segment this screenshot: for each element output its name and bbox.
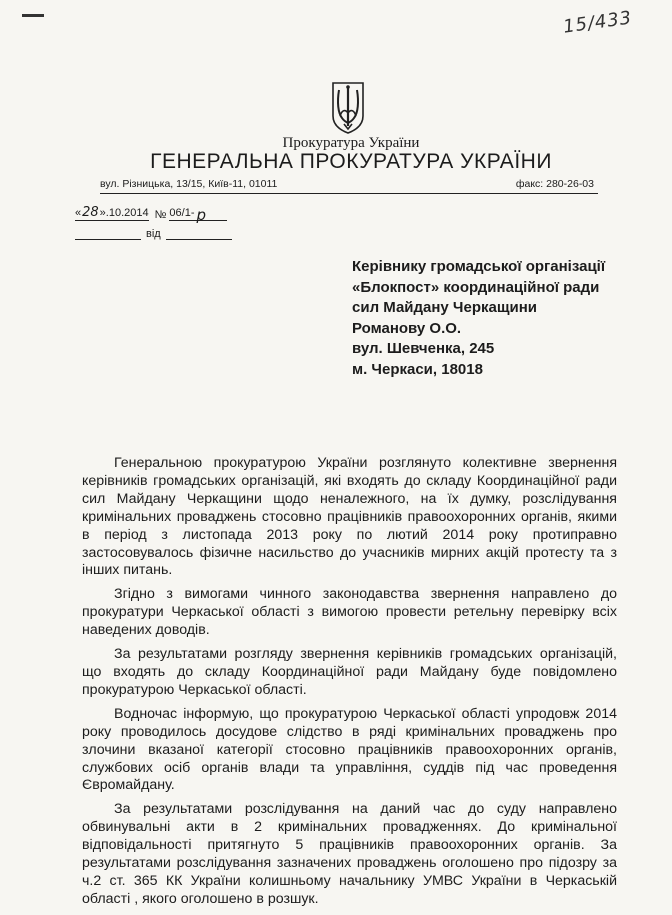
reference-date bbox=[75, 205, 149, 221]
handwritten-registration-number: 15/433 bbox=[561, 7, 634, 38]
date-month-year: ».10.2014 bbox=[99, 207, 149, 219]
body-paragraph: Згідно з вимогами чинного законодавства звернення направлено до прокуратури Черкаської області з вимогою провести ретельну перевірку всіх наведених доводів. bbox=[82, 586, 617, 639]
organization-title: ГЕНЕРАЛЬНА ПРОКУРАТУРА УКРАЇНИ bbox=[150, 150, 552, 173]
trident-emblem-icon bbox=[330, 80, 366, 134]
corner-mark bbox=[22, 14, 44, 17]
recipient-line: «Блокпост» координаційної ради bbox=[352, 278, 600, 296]
fax-number: факс: 280-26-03 bbox=[515, 178, 594, 190]
header-divider bbox=[100, 193, 598, 194]
reference-number-handwritten: р bbox=[196, 206, 207, 224]
body-paragraph: Генеральною прокуратурою України розглянуто колективне звернення керівників громадських організацій, які входять до складу Координаційної ради сил Майдану Черкащини щодо неналежного, на їх думку, розслідування кримінальних проваджень стосовно працівників правоохоронних органів, якими в період з листопада 2013 року по лютий 2014 року протиправно застосовувалось фізичне насильство до учасників мирних акцій протесту та з інших питань. bbox=[82, 455, 617, 579]
recipient-line: Керівнику громадської організації bbox=[352, 258, 606, 275]
body-paragraph: Водночас інформую, що прокуратурою Черкаської області упродовж 2014 року проводилось досудове слідство в ряді кримінальних проваджень про злочини вказаної категорії стосовно працівників правоохоронних органів, службових осіб органів влади та управління, суддів під час проведення Євромайдану. bbox=[82, 705, 617, 794]
reference-number bbox=[169, 202, 227, 224]
reference-number-text: 06/1- bbox=[169, 207, 195, 219]
date-day-handwritten: 28 bbox=[82, 205, 99, 220]
date-open-quote: « bbox=[75, 207, 82, 219]
from-blank-right bbox=[166, 239, 232, 240]
number-label: № bbox=[154, 209, 167, 221]
reference-from-line bbox=[75, 224, 232, 240]
letter-body bbox=[82, 455, 617, 915]
body-paragraph: За результатами розслідування на даний час до суду направлено обвинувальні акти в 2 кримінальних провадженнях. До кримінальної відповідальності притягнуто 5 працівників правоохоронних органів. За результатами розслідування зазначених проваджень оголошено про підозру за ч.2 ст. 365 КК України колишньому начальнику УМВС України в Черкаській області , якого оголошено в розшук. bbox=[82, 801, 617, 907]
body-paragraph: За результатами розгляду звернення керівників громадських організацій, що входять до складу Координаційної ради Майдану буде повідомлено прокуратурою Черкаської області. bbox=[82, 646, 617, 698]
recipient-line: сил Майдану Черкащини bbox=[352, 299, 537, 317]
recipient-line: вул. Шевченка, 245 bbox=[352, 340, 495, 358]
reference-date-line bbox=[75, 205, 232, 224]
organization-address: вул. Різницька, 13/15, Київ-11, 01011 bbox=[100, 178, 278, 190]
recipient-line: Романову О.О. bbox=[352, 319, 462, 337]
reference-block bbox=[75, 205, 232, 240]
from-blank-left bbox=[75, 239, 141, 240]
recipient-block bbox=[352, 257, 605, 381]
recipient-line: м. Черкаси, 18018 bbox=[352, 360, 483, 378]
from-label: від bbox=[146, 228, 161, 240]
office-name: Прокуратура України bbox=[282, 135, 420, 151]
